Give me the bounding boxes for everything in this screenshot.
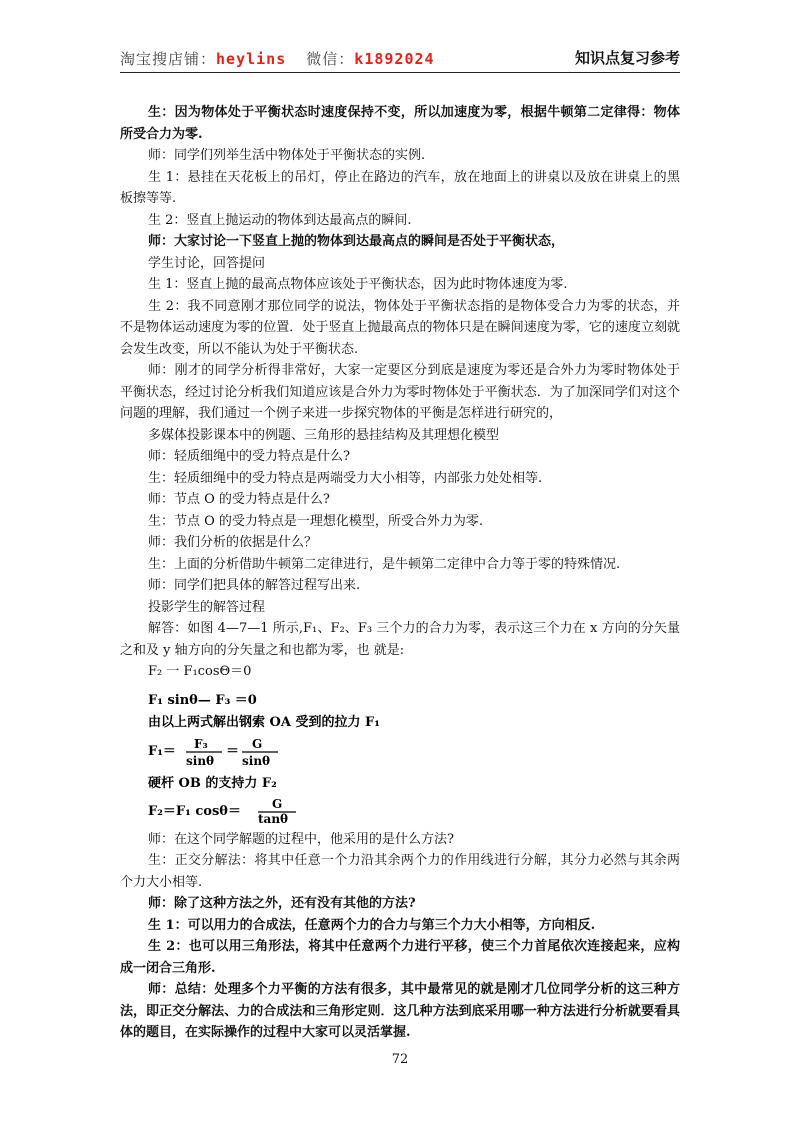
paragraph: 师：在这个同学解题的过程中，他采用的是什么方法? [148, 831, 454, 847]
header-shop-prefix: 淘宝搜店铺： [120, 50, 217, 68]
formula-line2: 由以上两式解出钢索 OA 受到的拉力 F₁ [148, 714, 380, 730]
formula-line3-eq: ＝ [226, 743, 240, 759]
paragraph: 生 1：悬挂在天花板上的吊灯，停止在路边的汽车，放在地面上的讲桌以及放在讲桌上的黑板擦等等. [120, 169, 680, 206]
paragraphs-part1 [120, 102, 680, 661]
page-number: 72 [391, 1052, 409, 1067]
formula-line1: F₁ sinθ— F₃ ＝0 [148, 692, 257, 708]
formula-line3-lhs: F₁＝ [148, 743, 176, 759]
paragraph: 生：上面的分析借助牛顿第二定律进行，是牛顿第二定律中合力等于零的特殊情况. [148, 556, 621, 572]
formula-line3-frac1-num: F₃ [194, 736, 208, 751]
paragraph: 生：节点 O 的受力特点是一理想化模型，所受合外力为零. [148, 513, 484, 529]
formula-line5-lhs: F₂＝F₁ cosθ＝ [148, 803, 241, 819]
formula-line5-frac-den: tanθ [258, 811, 289, 823]
paragraph: 生 2：我不同意刚才那位同学的说法，物体处于平衡状态指的是物体受合力为零的状态，并不是物体运动速度为零的位置．处于竖直上抛最高点的物体只是在瞬间速度为零，它的速度立刻就会发生改变，所以不能认为处于平衡状态. [120, 298, 680, 357]
paragraph: 师：刚才的同学分析得非常好，大家一定要区分到底是速度为零还是合外力为零时物体处于平衡状态，经过讨论分析我们知道应该是合外力为零时物体处于平衡状态．为了加深同学们对这个问题的理解，我们通过一个例子来进一步探究物体的平衡是怎样进行研究的， [120, 363, 680, 421]
paragraph: 师：我们分析的依据是什么？ [148, 535, 318, 550]
formula-line4: 硬杆 OB 的支持力 F₂ [148, 775, 277, 791]
header-wechat-prefix: 微信： [286, 50, 355, 68]
paragraph: 学生讨论，回答提问 [148, 255, 266, 271]
header-shop-name: heylins [216, 50, 287, 68]
paragraph: 生 2：也可以用三角形法，将其中任意两个力进行平移，使三个力首尾依次连接起来，应构成一闭合三角形. [120, 939, 680, 976]
paragraph: 师：总结：处理多个力平衡的方法有很多，其中最常见的就是刚才几位同学分析的这三种方法，即正交分解法、力的合成法和三角形定则．这几种方法到底采用哪一种方法进行分析就要看具体的题目，在实际操作的过程中大家可以灵活掌握. [120, 982, 680, 1040]
document-body [120, 102, 680, 1044]
paragraph: 生：轻质细绳中的受力特点是两端受力大小相等，内部张力处处相等. [148, 470, 543, 486]
paragraph: 师：同学们列举生活中物体处于平衡状态的实例. [148, 148, 426, 163]
page-header [120, 44, 680, 73]
paragraph: 师：节点 O 的受力特点是什么? [148, 492, 330, 507]
formula-image [148, 689, 478, 823]
paragraphs-part2 [120, 829, 680, 1044]
formula-line5-frac-num: G [272, 796, 283, 811]
paragraph: 生 2：竖直上抛运动的物体到达最高点的瞬间. [148, 212, 412, 228]
header-title: 知识点复习参考 [574, 49, 680, 67]
header-wechat-id: k1892024 [354, 50, 435, 68]
paragraph: 生 1：可以用力的合成法，任意两个力的合力与第三个力大小相等，方向相反. [148, 917, 596, 933]
paragraph: 师：大家讨论一下竖直上抛的物体到达最高点的瞬间是否处于平衡状态， [148, 234, 565, 249]
paragraph: 师：同学们把具体的解答过程写出来. [148, 578, 361, 593]
header-shop-info [120, 48, 435, 69]
paragraph: 生 1：竖直上抛的最高点物体应该处于平衡状态，因为此时物体速度为零. [148, 277, 568, 292]
formula-text: F₂ 一 F₁cosΘ＝0 [148, 664, 252, 679]
paragraph: 投影学生的解答过程 [148, 599, 266, 615]
paragraph: 师：轻质细绳中的受力特点是什么? [148, 449, 350, 464]
paragraph: 多媒体投影课本中的例题、三角形的悬挂结构及其理想化模型 [148, 427, 500, 443]
paragraph: 解答：如图 4—7—1 所示,F₁、F₂、F₃ 三个力的合力为零，表示这三个力在 x 方向的分矢量之和及 y 轴方向的分矢量之和也都为零，也 就是: [120, 621, 680, 658]
paragraph: 生：正交分解法：将其中任意一个力沿其余两个力的作用线进行分解，其分力必然与其余两个力大小相等. [120, 853, 680, 890]
paragraph: 生：因为物体处于平衡状态时速度保持不变，所以加速度为零，根据牛顿第二定律得：物体所受合力为零. [120, 105, 680, 142]
formula-line3-frac2-num: G [252, 736, 263, 751]
paragraph: 师：除了这种方法之外，还有没有其他的方法? [148, 896, 416, 911]
formula-line3-frac1-den: sinθ [186, 753, 215, 768]
formula-line3-frac2-den: sinθ [242, 753, 271, 768]
